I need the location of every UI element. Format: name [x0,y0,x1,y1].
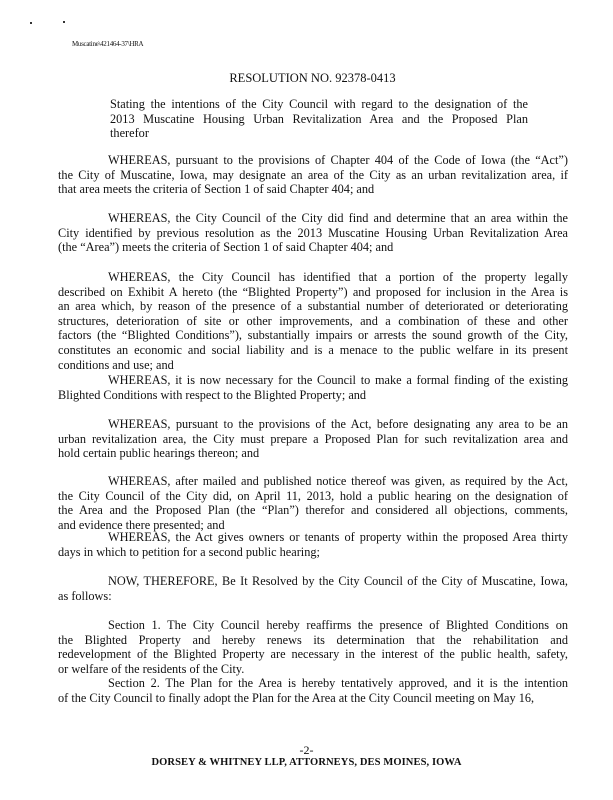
paragraph-whereas-3 [58,270,568,372]
resolution-title: RESOLUTION NO. 92378-0413 [229,71,396,85]
text-line: the City Council of the City did, on April 11, 2013, hold a public hearing on the designation of [58,488,568,503]
text-line: redevelopment of the Blighted Property are necessary in the interest of the public health, safety, [58,647,568,662]
text-line: (the “Area”) meets the criteria of Section 1 of said Chapter 404; and [58,240,394,255]
text-line: an area which, by reason of the presence of a substantial number of deteriorated or deteriorating [58,299,568,314]
text-line: days in which to petition for a second public hearing; [58,544,320,559]
text-line: and evidence there presented; and [58,517,225,532]
text-line: Section 2. The Plan for the Area is hereby tentatively approved, and it is the intention [108,676,568,690]
page-number: -2- [299,743,314,757]
footer: DORSEY & WHITNEY LLP, ATTORNEYS, DES MOINES, IOWA [151,757,462,768]
scan-mark [30,22,32,24]
text-line: constitutes an economic and social liability and is a menace to the public welfare in its present [58,342,568,357]
text-line: as follows: [58,588,112,603]
text-line: WHEREAS, it is now necessary for the Council to make a formal finding of the existing [108,373,568,387]
text-line: conditions and use; and [58,357,174,372]
text-line: NOW, THEREFORE, Be It Resolved by the City Council of the City of Muscatine, Iowa, [108,574,568,588]
text-line: WHEREAS, pursuant to the provisions of Chapter 404 of the Code of Iowa (the “Act”) [108,153,568,167]
text-line: therefor [110,126,149,141]
text-line: 2013 Muscatine Housing Urban Revitalization Area and the Proposed Plan [110,111,528,126]
text-line: the Blighted Property and hereby renews its determination that the rehabilitation and [58,632,568,647]
paragraph-section-1 [58,618,568,676]
scan-mark [63,21,65,23]
paragraph-whereas-4 [58,373,568,402]
text-line: WHEREAS, the City Council of the City did find and determine that an area within the [108,211,568,225]
paragraph-section-2 [58,676,568,705]
text-line: WHEREAS, the City Council has identified that a portion of the property legally [108,270,568,284]
text-line: urban revitalization area, the City must prepare a Proposed Plan for such revitalization area and [58,431,568,446]
paragraph-preamble [110,97,528,141]
text-line: WHEREAS, the Act gives owners or tenants of property within the proposed Area thirty [108,530,568,544]
text-line: hold certain public hearings thereon; and [58,446,260,461]
document-id: Muscatine\421464-37\HRA [72,40,144,48]
paragraph-whereas-1 [58,153,568,197]
text-line: City identified by previous resolution as the 2013 Muscatine Housing Urban Revitalization Area [58,225,568,240]
paragraph-whereas-5 [58,417,568,461]
text-line: Blighted Conditions with respect to the Blighted Property; and [58,387,367,402]
paragraph-whereas-6 [58,474,568,532]
text-line: or welfare of the residents of the City. [58,661,245,676]
paragraph-now-therefore [58,574,568,603]
text-line: WHEREAS, after mailed and published notice thereof was given, as required by the Act, [108,474,568,488]
text-line: that area meets the criteria of Section 1 of said Chapter 404; and [58,182,375,197]
paragraph-whereas-7 [58,530,568,559]
text-line: WHEREAS, pursuant to the provisions of the Act, before designating any area to be an [108,417,568,431]
text-line: the Area and the Proposed Plan (the “Plan”) therefor and considered all objections, comments, [58,503,568,518]
text-line: factors (the “Blighted Conditions”), substantially impairs or arrests the sound growth of the City, [58,328,568,343]
text-line: of the City Council to finally adopt the Plan for the Area at the City Council meeting on May 16, [58,690,535,705]
text-line: structures, deterioration of site or other improvements, and a combination of these and other [58,313,568,328]
text-line: described on Exhibit A hereto (the “Blighted Property”) and proposed for inclusion in the Area is [58,284,568,299]
text-line: the City of Muscatine, Iowa, may designate an area of the City as an urban revitalization area, if [58,167,568,182]
paragraph-whereas-2 [58,211,568,255]
text-line: Stating the intentions of the City Council with regard to the designation of the [110,97,528,111]
text-line: Section 1. The City Council hereby reaffirms the presence of Blighted Conditions on [108,618,568,632]
